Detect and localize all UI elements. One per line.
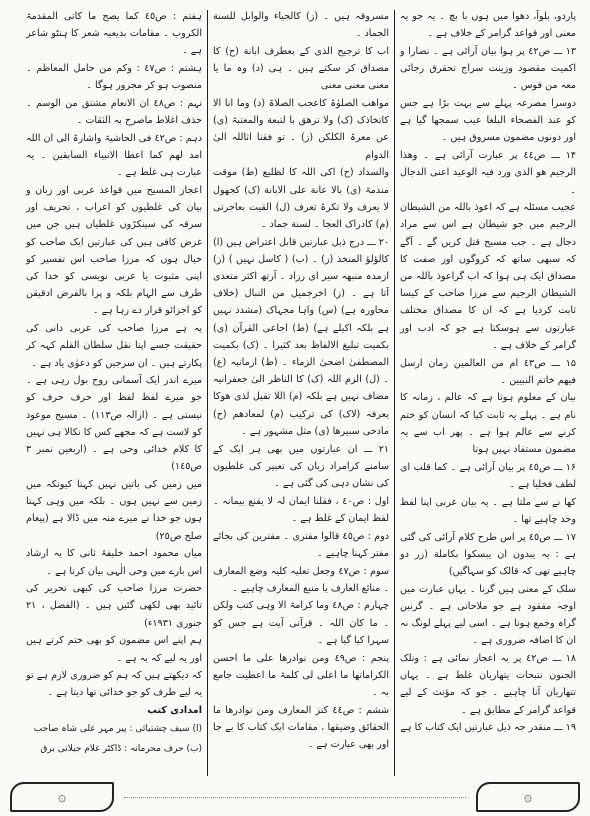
references-heading: امدادی کتب: [147, 705, 202, 717]
paragraph: اول : ص٤٠ ، فقلنا ایمان لہ لا یقنع بیمانہ ۔ لفظ ایمان کے غلط ہے ۔: [213, 495, 390, 524]
page-footer: [10, 782, 580, 812]
paragraph: پنجم : ص٤٩ ومن نوادرھا علی ما احسن الکراماتھا ما اعلی لی کلمۃ ما اعطیت جامع بہ ۔: [213, 652, 390, 698]
paragraph: مواھب الصلوٰۃ کاعجب الصلاۃ (د) وما انا الا کاتخاذک (ک) ولا ترھق با لتبعة والمعتبۃ (ی) عن معرۃ الکلکن (ز) ۔ تو فقنا اثاللہ الیٰ الدوام: [213, 98, 389, 161]
paragraph: حضرت مرزا صاحب کی کبھی تحریر کی تائید بھی لکھی گئیں ہیں ۔ (الفضل ، ۲۱ جنوری ۱۹۳۱ء): [26, 583, 202, 629]
column-middle: [209, 8, 393, 778]
paragraph: ہشتم : ص٤٧ : وکم من حامل المعاظم ۔ منصوب ہو کر مجرور ہوگا ۔: [26, 63, 202, 92]
paragraph: میں زمین کی باتیں نہیں کہتا کیونکہ میں زمین سے نہیں ہوں ۔ بلکہ میں وہی کہتا ہوں جو خدا نے میرے منہ میں ڈالا ہے (پیغام صلح ص٢٥): [26, 478, 202, 542]
paragraph: سوم : ص٤٧ وجعل تعلیہ کلیہ وضع المعارف ۔ منائع العارف یا منبع المعارف چاہیے ۔: [213, 565, 389, 594]
reference-item: (ا) سیف چشتیائی : پیر مہر علی شاہ صاحب: [33, 724, 202, 735]
paragraph: بیان کے معلوم ہوتا ہے کہ عالم ، زمانہ کا نام ہے ۔ پہلے یہ ثابت کیا کہ انسان کو ختم کرنے سے عالم ہوا ہے ۔ پھر اب سے یہ مضمون مستفاد نہیں ہوتا: [400, 392, 576, 456]
paragraph: میرے اندر ایک آسمانی روح بول رہی ہے ۔ جو میرے لفظ لفظ اور حرف حرف کو نیستی ہے ۔ (ازالہ ص١١٣) ۔ مسیح موعود کو لاست ہے کہ مجھے کس کا نکالا ہی نہیں کا کلام خدائی وحی ہے ۔ (اربعین نمبر ۳ ص١٤٥): [26, 375, 202, 473]
paragraph: ۱۶ ـــ ص٤٥ پر بیان آرائی ہے ۔ کما قلب ای لطف فخلیا ہے ۔: [400, 461, 576, 490]
paragraph: دوم : ص٤٥ قالوا مفتری ۔ مفترین کی بجائے مفتر کہنا چاہیے ۔: [213, 530, 389, 559]
paragraph: چہارم : ص٤٨ وما کرامۃ الا وہی کتب ولکن ۔ ما کان اللہ ۔ قرآنی آیت ہے جس کو سہرا کیا گیا ہے ۔: [213, 600, 389, 646]
column-divider: [394, 10, 395, 776]
paragraph: ۱۷ ـــ ص٤٥ پر اس طرح کلام آرائی کی گئی ہے : یہ یبدون ان یبسکوا بکاملة (زر دو چاہیے تھی کہ قالک کو سہاگیں): [400, 531, 576, 577]
paragraph: میاں محمود احمد خلیفۂ ثانی کا یہ ارشاد اس بارے میں وحی الٰہی بیان کرتا ہے ۔: [26, 548, 202, 577]
document-page: [10, 8, 580, 778]
paragraph: ۱۹ ـــ منقدر جہ ذیل عبارتیں ایک کتاب کا ہے: [400, 722, 576, 734]
paragraph: ۱۸ ـــ ص٤٢ پر یہ اعجاز نمائی ہے : ونلک الجنون نتبحات یتھاریان غلط ہے ۔ یہاں تتھاریان آنا چاہیے ۔ جو کہ مؤنث کے لیے قواعد گرامر کے مطابق ہے ۔: [400, 653, 576, 716]
reference-item: (ب) حرف محرمانہ : ڈاکٹر غلام جیلانی برق: [40, 743, 202, 754]
paragraph: ہم اپنے اس مضمون کو بھی ختم کرتے ہیں اور یہ لیے کہ یہ ہے ۔: [26, 635, 202, 664]
footer-ornament-icon: ۞: [10, 782, 114, 812]
paragraph: عجیب مسئلہ ہے کہ اعوذ باللہ من الشیطان الرجیم میں جو شیطان ہے اس سے مراد دجال ہے ۔ جب مسیح قتل کریں گے ۔ آگے کہ سبھی ساتھ کہ کروگوں اور صفت کا مصداق ایک ہی ہوا کہ اب گراعوذ باللہ من الشیطان الرجیم سے مرزا صاحب کے کیسا ثابت کردیا ہے کہ ان کا مصداق مختلف عبارتوں سے ہوسکتا ہے جو کہ ادب اور گرامر کے خلاف ہے ۔: [400, 202, 576, 351]
paragraph: پاردو، بلوآ، دھوا میں ہوں با بچ ۔ یہ جو یہ معنی اور قواعد گرامر کے خلاف ہے ۔: [400, 11, 576, 40]
paragraph: ۲۱ ـــ ان عبارتوں میں بھی ہر ایک کے سامنے کرامراد زبان کی تعبیر کی غلطیوں کی نشان دہی کی گئی ہے ۔: [213, 443, 389, 489]
paragraph: کہ دیکھتے ہیں کہ ہم کو ضروری لازم ہے تو یہ لیے طرف کو جو خدائی تھا دیتا ہے ۔: [26, 670, 202, 699]
paragraph: ۱۴ ـــ ص٤٤ پر عبارت آرائی ہے ۔ وھذا الرجیم ھو الذی ورد فیہ الوعید اعنی الدجال ۔: [400, 150, 576, 196]
column-left: [22, 8, 206, 778]
paragraph: نہم : ص٤٨ ان الانعام مشتق من الوسم ۔ حذف اغلاط ماصرح بہ الثقات ۔: [26, 98, 203, 127]
footer-ornament-icon: ۞: [476, 782, 580, 812]
paragraph: یہ ہے مرزا صاحب کی عربی دانی کی حقیقت جسے اپنا نقل سلطان القلم کہہ کر پکارتے ہیں ۔ ان سرجیں کو دعوٰی یاد ہے ۔: [26, 323, 202, 369]
column-right: [396, 8, 580, 778]
paragraph: دہم : ص٤٢ فی الحاشیۃ واشارۃ الی ان اللہ امد لھم کما اعطا الانبیاء السابقین ۔ یہ عبارت ہی غلط ہے ۔: [26, 132, 202, 179]
paragraph: ۲۰ ـــ درج ذیل عبارتیں قابل اعتراض ہیں (ا) کالؤلؤ المنخذ (ز) ۔ (ب) ( کاسل نہیں ) (ز) ازمدہ منبھہ سیر ای رزاد ۔ آرتھ اکثر متعدی آتا ہے ۔ (ز) اخرجمیل من النبال (خلاف محاورہ ہے) (س) واہا مجہاک (مشدد نہیں ہے بلکہ اکیلے ہے) (ط) اجاعی القرآن (ی) بکمیت تبلیغ الالفاظ بعد کثیرا ۔ (ک) بکمیت المصطفیٰ اضحیٰ الزماء ۔ (ط) ازمانیہ (ع) ۔ (ل) الزم اللہ (ک) کا الناظر الیٰ جعفرانیہ مضاف نہیں ہے بلکہ (م) اللا تقبل لذی ھوکا یعرفہ (لاک) کی ترکیب (م) لمعادھم (ح) مادحی سبیرھا (ی) مثل مشہور ہے ۔: [213, 236, 389, 437]
paragraph: اب کا ترجیح الذی کے بعطرف ابانة (ح) کا مصداق کر سکتے ہیں ۔ ہی (د) وہ ما یا معنی معنی معنی: [213, 45, 389, 92]
paragraph: والسداد (ح) اکی اللہ کا لظلیع (ط) موقت مندمۃ (ی) بالا عانة علی الابانة (ک) کجھول لا یعرف ولا تکرۃ تعرف (ل) القیت بعاجرتی (م) کادراک العجا ۔ لسنة جماد ۔: [213, 167, 389, 230]
column-divider: [207, 10, 208, 776]
footer-divider: [124, 797, 466, 798]
paragraph: ۱۳ ـــ ص٤٢ پر ہوا بیان آرائی ہے ۔ نصارا و اکمیت مقصود وزینت سراج تحقرق رجائی معہ من فوس ۔: [400, 45, 576, 92]
paragraph: کھا نے سے ملتا ہے ۔ یہ بیان عربی اپنا لفظ وحد چاہیے تھا ۔: [400, 496, 576, 525]
paragraph: اعجاز المسیح میں قواعد عربی اور زبان و بیان کی غلطیوں کو اعراب ، تحریف اور سرقہ کی سینکڑوں غلطیاں ہیں جن میں غرض کافی ہیں کی عبارتیں ایک صاحب کو خیال ہوں کہ مرزا صاحب اس تفسیر کو اپنی مثبوت یا عربی نویسی کو خدا کی طرف سے الہام بلکہ و پرا بالفرض ادقیقن کو اجزائو قرار دے رہا ہے ۔: [26, 185, 202, 317]
paragraph: ہفتم : ص٤٥ کما یصح ما کاتی المقدمۃ الکروب ۔ مقامات بدیعیہ شعر کا ہنٹو شاعر ہے ۔: [26, 11, 202, 57]
paragraph: ششم : ص٤٤ کنز المعارف ومن نوادرھا ما الحقائق وضیقھا ، مقامات ایک کتاب کا بے جا اور بھی عبارت ہے ۔: [213, 704, 389, 751]
paragraph: ۱۵ ـــ ص٤٣ ام من العالمین زمان ارسل فیھم خاتم النبیین ۔: [400, 357, 576, 386]
paragraph: سلک کے معنی ہیں گرنا ۔ یہاں عبارت میں اوجہ مفقود ہے جو ملاحاتی ہے ۔ گرنین گراہ وجمع ہوتا ہے ۔ اسی لیے پہلے لونگ نہ ان کا اضافہ ضروری ہے ۔: [400, 583, 576, 647]
paragraph: دوسرا مصرعہ پہلے سے بہت بڑا ہے جس کو عند الفصحاء البلغا عیب سمجھا گیا ہے اور دونوں مضمون مسروق ہیں ۔: [400, 98, 576, 144]
paragraph: مسروقہ ہیں ۔ (ز) کالجیاء والوابل للسنة الجماد ۔: [213, 11, 389, 40]
